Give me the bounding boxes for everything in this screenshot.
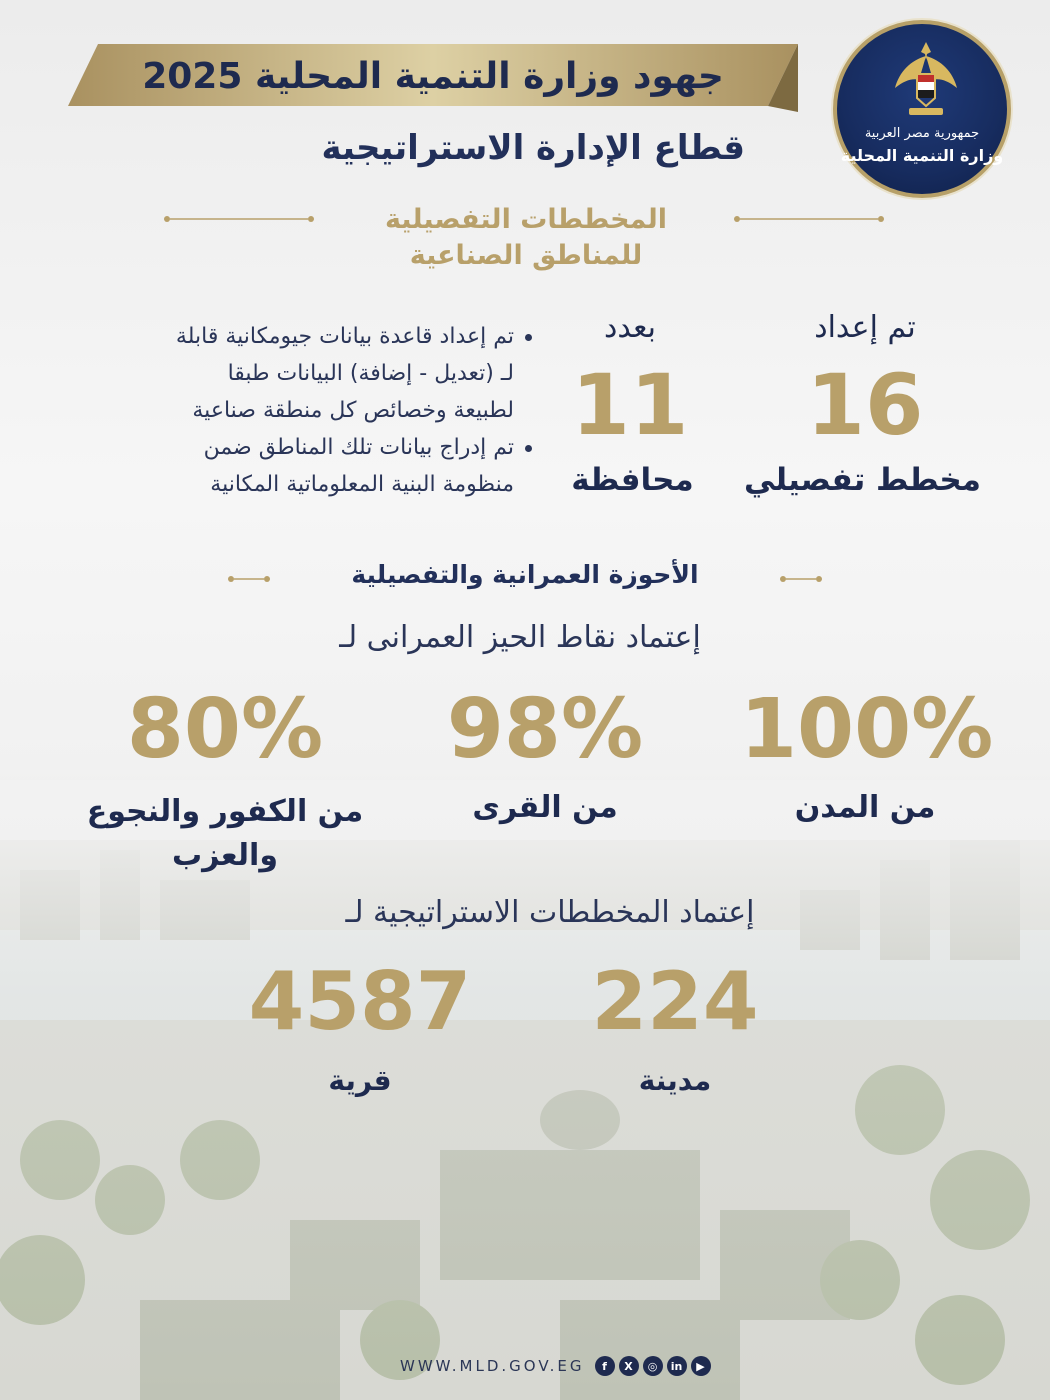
strategic-plans-approval-label: إعتماد المخططات الاستراتيجية لـ <box>345 895 755 930</box>
x-icon[interactable]: X <box>619 1356 639 1376</box>
note1-line3: لطبيعة وخصائص كل منطقة صناعية <box>192 398 514 423</box>
bullet-dot-icon <box>525 445 532 452</box>
plans-prepared-label: تم إعداد <box>814 310 916 345</box>
page-title: جهود وزارة التنمية المحلية 2025 <box>142 55 724 97</box>
hamlets-caption-line2: والعزب <box>172 838 278 873</box>
hamlets-percentage-caption <box>75 790 375 878</box>
villages-count-caption: قرية <box>328 1064 392 1097</box>
facebook-icon[interactable]: f <box>595 1356 615 1376</box>
bullet-dot-icon <box>525 334 532 341</box>
hamlets-caption-line1: من الكفور والنجوع <box>86 794 364 829</box>
hamlets-percentage: 80% <box>126 682 324 777</box>
note1-line2: لـ (تعديل - إضافة) البيانات طبقا <box>227 361 514 386</box>
youtube-icon[interactable]: ▶ <box>691 1356 711 1376</box>
governorates-label: بعدد <box>604 310 656 345</box>
villages-percentage-caption: من القرى <box>472 790 618 825</box>
governorates-count-caption: محافظة <box>571 462 694 498</box>
eagle-emblem-icon <box>891 38 961 122</box>
villages-percentage: 98% <box>446 682 644 777</box>
section1-divider-right <box>732 214 886 224</box>
title-banner <box>68 44 798 114</box>
industrial-zones-notes <box>100 318 532 503</box>
sector-title: قطاع الإدارة الاستراتيجية <box>321 128 745 168</box>
cities-percentage: 100% <box>740 682 994 777</box>
section2-title: الأحوزة العمرانية والتفصيلية <box>351 560 699 589</box>
footer <box>400 1352 720 1380</box>
list-item <box>100 318 532 429</box>
ministry-logo <box>833 20 1011 198</box>
plans-count: 16 <box>806 356 924 454</box>
cities-percentage-caption: من المدن <box>794 790 936 825</box>
section1-title-line1: المخططات التفصيلية <box>384 204 668 235</box>
linkedin-icon[interactable]: in <box>667 1356 687 1376</box>
note2-line2: منظومة البنية المعلوماتية المكانية <box>210 472 514 497</box>
list-item <box>100 429 532 503</box>
note2-line1: تم إدراج بيانات تلك المناطق ضمن <box>203 435 514 460</box>
website-link[interactable]: WWW.MLD.GOV.EG <box>400 1357 585 1375</box>
section1-title-line2: للمناطق الصناعية <box>409 240 643 271</box>
urban-points-approval-label: إعتماد نقاط الحيز العمرانى لـ <box>339 620 701 655</box>
section1-divider-left <box>162 214 316 224</box>
section2-divider-right <box>778 574 824 584</box>
cities-count: 224 <box>591 955 759 1048</box>
plans-count-caption: مخطط تفصيلي <box>744 462 981 498</box>
cities-count-caption: مدينة <box>638 1064 712 1097</box>
logo-ministry-text: وزارة التنمية المحلية <box>840 146 1004 165</box>
instagram-icon[interactable]: ◎ <box>643 1356 663 1376</box>
governorates-count: 11 <box>571 356 689 454</box>
note1-line1: تم إعداد قاعدة بيانات جيومكانية قابلة <box>175 324 514 349</box>
logo-country-text: جمهورية مصر العربية <box>864 126 980 141</box>
section2-divider-left <box>226 574 272 584</box>
section1-title <box>370 202 682 274</box>
villages-count: 4587 <box>248 955 472 1048</box>
